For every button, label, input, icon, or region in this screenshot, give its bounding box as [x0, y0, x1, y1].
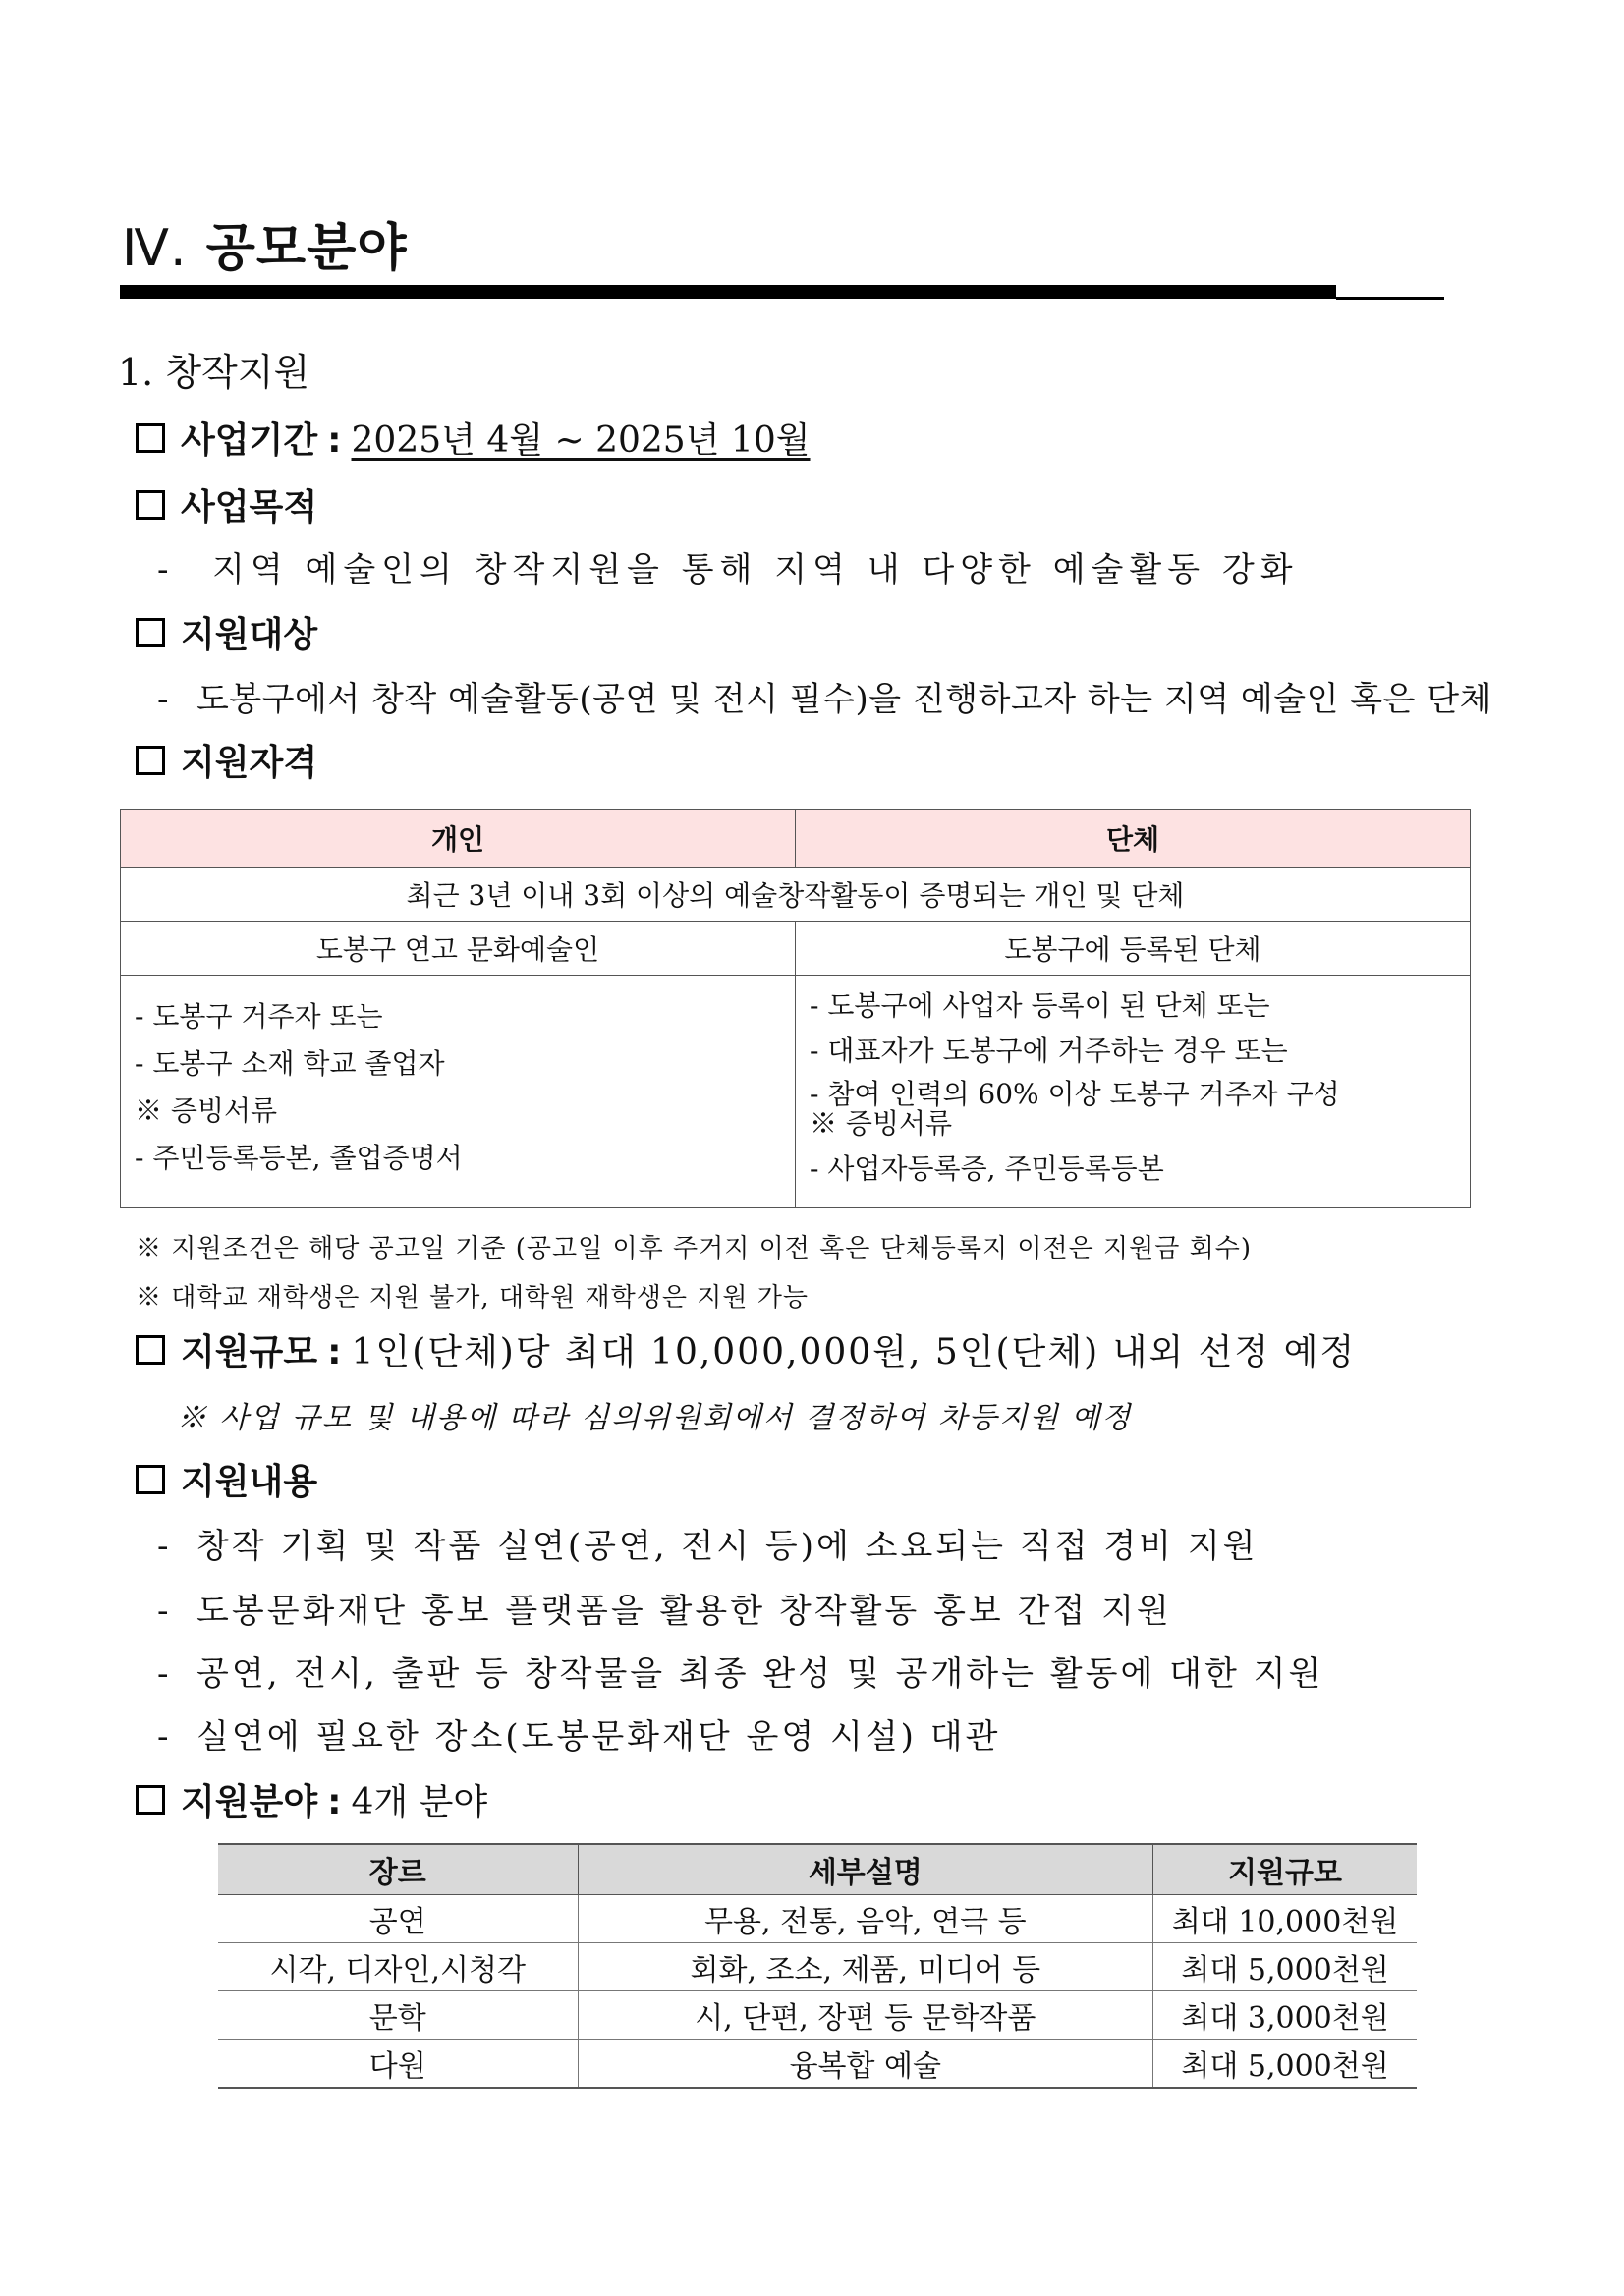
dash-marker: -	[157, 680, 169, 719]
content-heading	[136, 1454, 317, 1504]
target-item	[157, 672, 1492, 720]
table-row	[218, 2040, 1417, 2089]
chapter-rule-thick	[120, 285, 1336, 299]
content-item-text: 실연에 필요한 장소(도봉문화재단 운영 시설) 대관	[196, 1717, 1001, 1757]
table-row	[121, 922, 1471, 976]
chapter-title: 공모분야	[205, 219, 408, 278]
period-value: 2025년 4월 ~ 2025년 10월	[351, 420, 811, 461]
checkbox-square-icon	[136, 1465, 165, 1494]
genre-cell: 다원	[218, 2040, 578, 2089]
list-item: - 참여 인력의 60% 이상 도봉구 거주자 구성	[810, 1078, 1340, 1110]
table-subheader-group: 도봉구에 등록된 단체	[796, 922, 1471, 976]
period-heading	[136, 413, 811, 463]
scale-cell: 최대 10,000천원	[1153, 1895, 1417, 1943]
table-header-row	[121, 810, 1471, 868]
detail-cell: 시, 단편, 장편 등 문학작품	[578, 1991, 1153, 2040]
purpose-item-text: 지역 예술인의 창작지원을 통해 지역 내 다양한 예술활동 강화	[212, 550, 1299, 589]
dash-marker: -	[157, 1654, 172, 1694]
group-requirements	[796, 976, 1471, 1208]
target-heading	[136, 607, 317, 657]
qualification-note: ※ 지원조건은 해당 공고일 기준 (공고일 이후 주거지 이전 혹은 단체등록지 이전은 지원금 회수)	[136, 1234, 1253, 1263]
list-item: - 사업자등록증, 주민등록등본	[810, 1152, 1164, 1185]
scale-heading	[136, 1324, 1356, 1374]
list-item: - 도봉구에 사업자 등록이 된 단체 또는	[810, 989, 1270, 1022]
list-item: ※ 증빙서류	[810, 1107, 953, 1140]
content-item	[157, 1709, 1000, 1758]
individual-requirements	[121, 976, 796, 1208]
dash-marker: -	[157, 1527, 172, 1566]
colon: :	[327, 420, 342, 461]
checkbox-square-icon	[136, 618, 165, 647]
table-subheader-individual: 도봉구 연고 문화예술인	[121, 922, 796, 976]
purpose-item	[157, 542, 1299, 590]
fields-value: 4개 분야	[351, 1782, 488, 1822]
genre-cell: 시각, 디자인,시청각	[218, 1943, 578, 1991]
fields-table	[218, 1843, 1417, 2089]
detail-cell: 회화, 조소, 제품, 미디어 등	[578, 1943, 1153, 1991]
checkbox-square-icon	[136, 423, 165, 453]
colon: :	[327, 1332, 342, 1372]
fields-heading	[136, 1774, 487, 1824]
table-header-scale: 지원규모	[1153, 1844, 1417, 1895]
qualification-label: 지원자격	[181, 743, 318, 783]
genre-cell: 문학	[218, 1991, 578, 2040]
scale-cell: 최대 5,000천원	[1153, 1943, 1417, 1991]
dash-marker: -	[157, 1592, 172, 1631]
checkbox-square-icon	[136, 490, 165, 520]
target-item-text: 도봉구에서 창작 예술활동(공연 및 전시 필수)을 진행하고자 하는 지역 예술인 혹은 단체	[196, 680, 1492, 719]
scale-label: 지원규모	[181, 1332, 318, 1372]
table-header-genre: 장르	[218, 1844, 578, 1895]
chapter-heading	[122, 206, 408, 280]
target-label: 지원대상	[181, 615, 318, 655]
table-header-group: 단체	[796, 810, 1471, 868]
chapter-rule-thin	[1336, 297, 1444, 300]
dash-marker: -	[157, 1717, 172, 1757]
purpose-heading	[136, 479, 317, 530]
checkbox-square-icon	[136, 1335, 165, 1365]
table-header-row	[218, 1844, 1417, 1895]
scale-note: ※ 사업 규모 및 내용에 따라 심의위원회에서 결정하여 차등지원 예정	[177, 1401, 1133, 1435]
list-item: - 대표자가 도봉구에 거주하는 경우 또는	[810, 1035, 1288, 1067]
detail-cell: 융복합 예술	[578, 2040, 1153, 2089]
table-row	[218, 1943, 1417, 1991]
scale-value: 1인(단체)당 최대 10,000,000원, 5인(단체) 내외 선정 예정	[351, 1332, 1357, 1372]
fields-label: 지원분야	[181, 1782, 318, 1822]
table-row	[121, 976, 1471, 1208]
detail-cell: 무용, 전통, 음악, 연극 등	[578, 1895, 1153, 1943]
table-row	[121, 868, 1471, 922]
list-item: - 도봉구 소재 학교 졸업자	[135, 1047, 445, 1080]
list-item: - 주민등록등본, 졸업증명서	[135, 1142, 463, 1174]
chapter-number: Ⅳ.	[122, 219, 188, 278]
content-item	[157, 1647, 1323, 1695]
checkbox-square-icon	[136, 746, 165, 775]
list-item: - 도봉구 거주자 또는	[135, 1000, 383, 1033]
genre-cell: 공연	[218, 1895, 578, 1943]
colon: :	[327, 1782, 342, 1822]
table-header-individual: 개인	[121, 810, 796, 868]
table-common-requirement: 최근 3년 이내 3회 이상의 예술창작활동이 증명되는 개인 및 단체	[121, 868, 1471, 922]
scale-cell: 최대 3,000천원	[1153, 1991, 1417, 2040]
checkbox-square-icon	[136, 1785, 165, 1815]
dash-marker: -	[157, 550, 175, 589]
content-item	[157, 1519, 1259, 1567]
list-item: ※ 증빙서류	[135, 1094, 278, 1127]
purpose-label: 사업목적	[181, 487, 318, 528]
content-item-text: 창작 기획 및 작품 실연(공연, 전시 등)에 소요되는 직접 경비 지원	[196, 1527, 1259, 1566]
content-label: 지원내용	[181, 1462, 318, 1502]
section-title: 1. 창작지원	[118, 351, 310, 394]
content-item-text: 공연, 전시, 출판 등 창작물을 최종 완성 및 공개하는 활동에 대한 지원	[196, 1654, 1324, 1694]
table-row	[218, 1895, 1417, 1943]
qualification-heading	[136, 735, 317, 785]
qualification-table	[120, 809, 1471, 1208]
qualification-note: ※ 대학교 재학생은 지원 불가, 대학원 재학생은 지원 가능	[136, 1283, 809, 1313]
period-label: 사업기간	[181, 420, 318, 461]
content-item-text: 도봉문화재단 홍보 플랫폼을 활용한 창작활동 홍보 간접 지원	[196, 1592, 1172, 1631]
content-item	[157, 1584, 1172, 1632]
table-row	[218, 1991, 1417, 2040]
scale-cell: 최대 5,000천원	[1153, 2040, 1417, 2089]
table-header-detail: 세부설명	[578, 1844, 1153, 1895]
